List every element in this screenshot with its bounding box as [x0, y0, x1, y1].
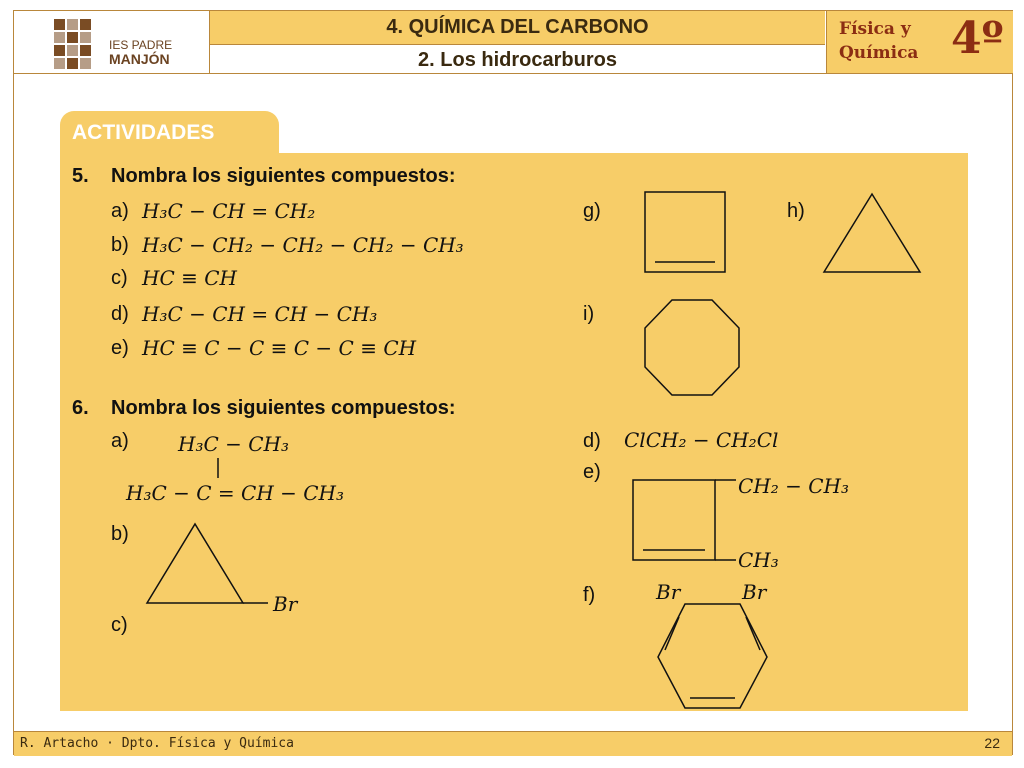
subject-label: Física y Química — [839, 19, 919, 63]
footer-author: R. Artacho · Dpto. Física y Química — [20, 736, 294, 751]
activities-tab-label: ACTIVIDADES — [72, 121, 215, 144]
section-title: 2. Los hidrocarburos — [418, 49, 617, 71]
bromocyclopropane-structure — [147, 524, 268, 603]
ex5-c-label: c) — [111, 267, 128, 289]
ex6-c-label: c) — [111, 614, 128, 636]
level-label: 4º — [951, 13, 1004, 64]
ex5-d-formula: H₃C − CH = CH − CH₃ — [142, 302, 378, 326]
substituted-cyclobutene-structure — [633, 480, 736, 560]
ex5-b-label: b) — [111, 234, 129, 256]
ex6-e-substituent2: CH₃ — [738, 548, 779, 572]
ex6-a-label: a) — [111, 430, 129, 452]
ex6-a-top: H₃C − CH₃ — [178, 432, 289, 456]
cyclopropane-structure — [824, 194, 920, 272]
ex5-prompt: Nombra los siguientes compuestos: — [111, 165, 456, 187]
ex6-a-main: H₃C − C = CH − CH₃ — [126, 481, 344, 505]
logo-line2: MANJÓN — [109, 51, 170, 67]
ex5-e-label: e) — [111, 337, 129, 359]
ex5-e-formula: HC ≡ C − C ≡ C − C ≡ CH — [142, 336, 417, 360]
ex5-a-formula: H₃C − CH = CH₂ — [142, 199, 316, 223]
ex6-f-substituent2: Br — [742, 580, 767, 604]
ex5-h-label: h) — [787, 200, 805, 222]
ex6-b-label: b) — [111, 523, 129, 545]
ex6-d-formula: ClCH₂ − CH₂Cl — [624, 428, 779, 452]
ex6-e-label: e) — [583, 461, 601, 483]
dibromobenzene-structure — [658, 604, 767, 708]
ex6-d-label: d) — [583, 430, 601, 452]
ex6-e-substituent1: CH₂ − CH₃ — [738, 474, 849, 498]
ex6-f-substituent1: Br — [656, 580, 681, 604]
footer-bar — [14, 731, 1012, 756]
unit-title: 4. QUÍMICA DEL CARBONO — [210, 11, 825, 45]
ex5-a-label: a) — [111, 200, 129, 222]
ex5-d-label: d) — [111, 303, 129, 325]
ex6-number: 6. — [72, 397, 89, 419]
ex5-number: 5. — [72, 165, 89, 187]
ex5-g-label: g) — [583, 200, 601, 222]
page-number: 22 — [984, 735, 1000, 751]
ex5-b-formula: H₃C − CH₂ − CH₂ − CH₂ − CH₃ — [142, 233, 464, 257]
logo-line1: IES PADRE — [109, 38, 173, 52]
ex5-c-formula: HC ≡ CH — [142, 266, 237, 290]
ex6-b-substituent: Br — [273, 592, 298, 616]
ex5-i-label: i) — [583, 303, 595, 325]
cyclobutene-structure — [645, 192, 725, 272]
cyclooctane-structure — [645, 300, 739, 395]
ex6-prompt: Nombra los siguientes compuestos: — [111, 397, 456, 419]
ex6-f-label: f) — [583, 584, 596, 606]
